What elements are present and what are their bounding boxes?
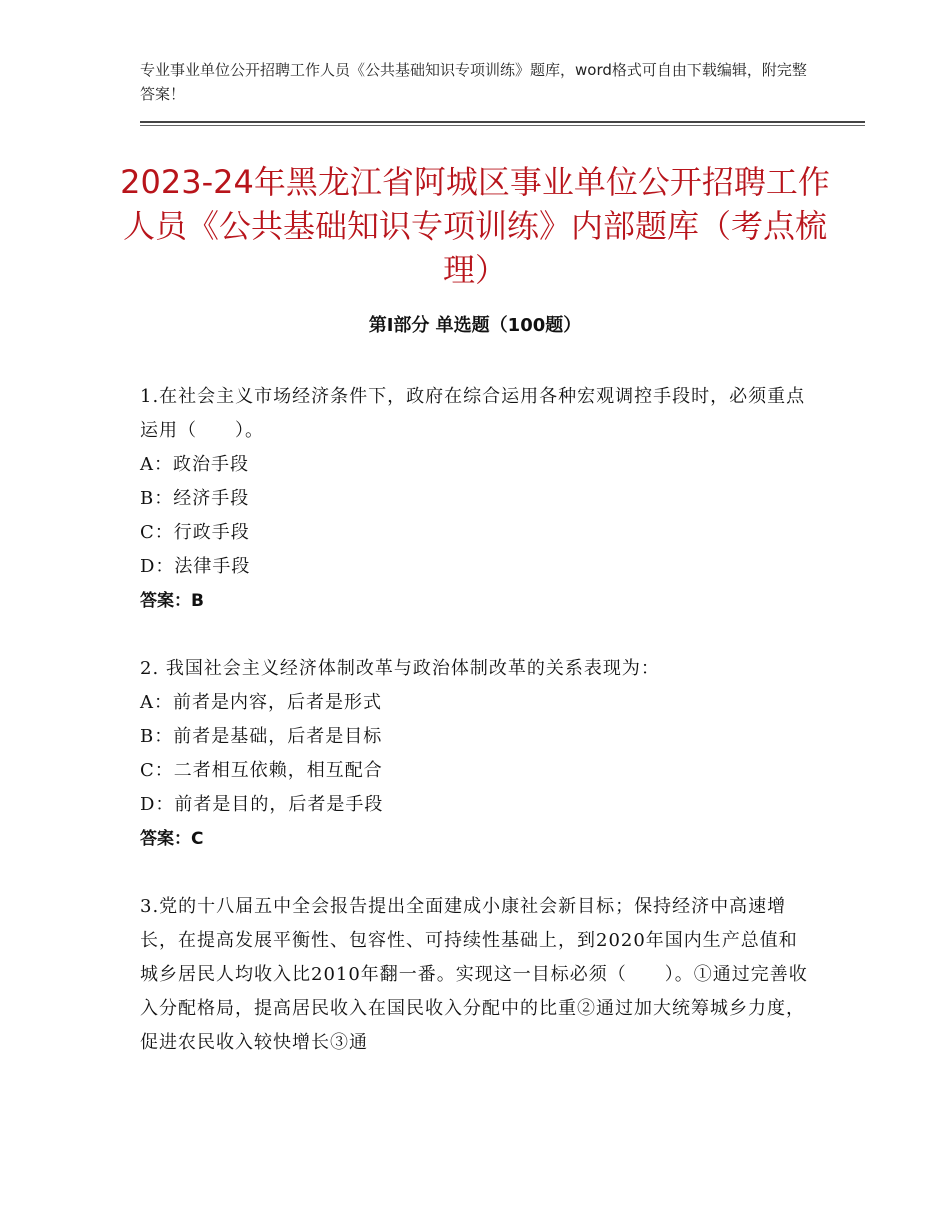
option-d: D：法律手段 xyxy=(140,556,251,577)
option-b: B：经济手段 xyxy=(140,488,250,509)
question-list xyxy=(140,380,810,1094)
option-a: A：政治手段 xyxy=(140,454,249,475)
option-c: C：二者相互依赖，相互配合 xyxy=(140,760,383,781)
header-divider-thick xyxy=(140,121,865,123)
section-heading: 第Ⅰ部分 单选题（100题） xyxy=(368,315,582,336)
question-stem: 2. 我国社会主义经济体制改革与政治体制改革的关系表现为： xyxy=(140,658,660,679)
option-b: B：前者是基础，后者是目标 xyxy=(140,726,383,747)
question-3 xyxy=(140,890,810,1060)
option-d: D：前者是目的，后者是手段 xyxy=(140,794,384,815)
option-a: A：前者是内容，后者是形式 xyxy=(140,692,382,713)
option-c: C：行政手段 xyxy=(140,522,250,543)
question-2 xyxy=(140,652,810,856)
answer-label: 答案：B xyxy=(140,591,204,611)
question-1 xyxy=(140,380,810,618)
question-stem: 3.党的十八届五中全会报告提出全面建成小康社会新目标；保持经济中高速增长，在提高发展平衡性、包容性、可持续性基础上，到2020年国内生产总值和城乡居民人均收入比2010年翻一番。实现这一目标必须（ ）。①通过完善收入分配格局，提高居民收入在国民收入分配中的比重②通过加大统筹城乡力度，促进农民收入较快增长③通 xyxy=(140,896,808,1053)
question-stem: 1.在社会主义市场经济条件下，政府在综合运用各种宏观调控手段时，必须重点运用（ ）。 xyxy=(140,386,806,441)
document-title: 2023-24年黑龙江省阿城区事业单位公开招聘工作人员《公共基础知识专项训练》内部题库（考点梳理） xyxy=(120,163,830,289)
header-divider-thin xyxy=(140,125,865,126)
answer-label: 答案：C xyxy=(140,829,204,849)
header-note: 专业事业单位公开招聘工作人员《公共基础知识专项训练》题库，word格式可自由下载编辑，附完整答案！ xyxy=(140,61,807,103)
